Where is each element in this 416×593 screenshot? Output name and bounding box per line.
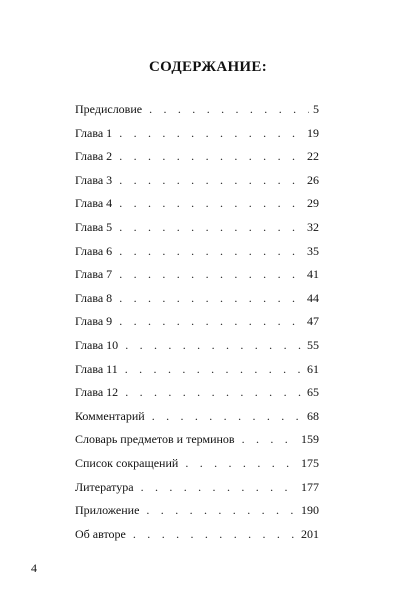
toc-entry-page: 19	[307, 125, 319, 140]
toc-entry-page: 35	[307, 243, 319, 258]
toc-entry-label: Глава 10	[75, 337, 119, 352]
dot-leader	[119, 243, 303, 259]
toc-entry-chapter-10[interactable]	[75, 337, 319, 361]
toc-entry-label: Глава 8	[75, 290, 113, 305]
toc-entry-page: 201	[301, 526, 319, 541]
toc-entry-label: Глава 12	[75, 385, 119, 400]
toc-entry-label: Глава 3	[75, 172, 113, 187]
dot-leader	[125, 337, 303, 353]
dot-leader	[149, 101, 309, 117]
dot-leader	[119, 195, 303, 211]
toc-entry-page: 68	[307, 408, 319, 423]
toc-entry-page: 65	[307, 385, 319, 400]
toc-entry-page: 26	[307, 172, 319, 187]
dot-leader	[119, 125, 303, 141]
dot-leader	[119, 148, 303, 164]
dot-leader	[119, 172, 303, 188]
toc-entry-label: Глава 11	[75, 361, 118, 376]
dot-leader	[141, 479, 297, 495]
dot-leader	[152, 408, 303, 424]
toc-entry-preface[interactable]	[75, 101, 319, 125]
toc-entry-appendix[interactable]	[75, 502, 319, 526]
toc-entry-abbreviations[interactable]	[75, 455, 319, 479]
toc-entry-label: Список сокращений	[75, 455, 179, 470]
toc-entry-chapter-9[interactable]	[75, 313, 319, 337]
toc-entry-page: 159	[301, 432, 319, 447]
dot-leader	[146, 502, 297, 518]
toc-entry-page: 41	[307, 267, 319, 282]
toc-entry-page: 55	[307, 337, 319, 352]
toc-entry-label: Об авторе	[75, 526, 126, 541]
dot-leader	[119, 266, 303, 282]
toc-entry-label: Глава 5	[75, 219, 113, 234]
dot-leader	[119, 290, 303, 306]
toc-entry-commentary[interactable]	[75, 408, 319, 432]
toc-entry-page: 5	[313, 102, 319, 116]
toc-entry-chapter-12[interactable]	[75, 384, 319, 408]
toc-entry-page: 44	[307, 290, 319, 305]
dot-leader	[125, 384, 303, 400]
toc-entry-label: Глава 6	[75, 243, 113, 258]
toc-entry-chapter-4[interactable]	[75, 195, 319, 219]
toc-entry-label: Предисловие	[75, 102, 143, 116]
dot-leader	[133, 526, 297, 542]
toc-entry-page: 175	[301, 455, 319, 470]
dot-leader	[185, 455, 297, 471]
toc-entry-chapter-1[interactable]	[75, 125, 319, 149]
toc-entry-label: Глава 1	[75, 125, 113, 140]
toc-entry-chapter-7[interactable]	[75, 266, 319, 290]
toc-entry-label: Глава 7	[75, 267, 113, 282]
dot-leader	[119, 219, 303, 235]
toc-entry-chapter-2[interactable]	[75, 148, 319, 172]
toc-entry-page: 61	[307, 361, 319, 376]
page-title: СОДЕРЖАНИЕ:	[148, 59, 267, 75]
toc-entry-page: 177	[301, 479, 319, 494]
toc-entry-label: Словарь предметов и терминов	[75, 432, 235, 447]
toc-entry-chapter-8[interactable]	[75, 290, 319, 314]
table-of-contents	[75, 101, 319, 549]
toc-entry-chapter-6[interactable]	[75, 243, 319, 267]
toc-entry-label: Глава 2	[75, 149, 113, 164]
toc-entry-label: Комментарий	[75, 408, 145, 423]
toc-entry-glossary[interactable]	[75, 431, 319, 455]
toc-entry-chapter-5[interactable]	[75, 219, 319, 243]
dot-leader	[125, 361, 303, 377]
toc-entry-label: Литература	[75, 479, 134, 494]
toc-entry-page: 29	[307, 196, 319, 211]
toc-entry-label: Приложение	[75, 503, 140, 518]
toc-entry-page: 22	[307, 149, 319, 164]
dot-leader	[119, 313, 303, 329]
toc-entry-about-author[interactable]	[75, 526, 319, 550]
page-number: 4	[31, 561, 37, 575]
toc-entry-label: Глава 9	[75, 314, 113, 329]
toc-entry-literature[interactable]	[75, 479, 319, 503]
toc-entry-chapter-11[interactable]	[75, 361, 319, 385]
dot-leader	[242, 431, 297, 447]
toc-entry-label: Глава 4	[75, 196, 113, 211]
toc-entry-page: 190	[301, 503, 319, 518]
toc-entry-page: 47	[307, 314, 319, 329]
toc-entry-page: 32	[307, 219, 319, 234]
toc-entry-chapter-3[interactable]	[75, 172, 319, 196]
